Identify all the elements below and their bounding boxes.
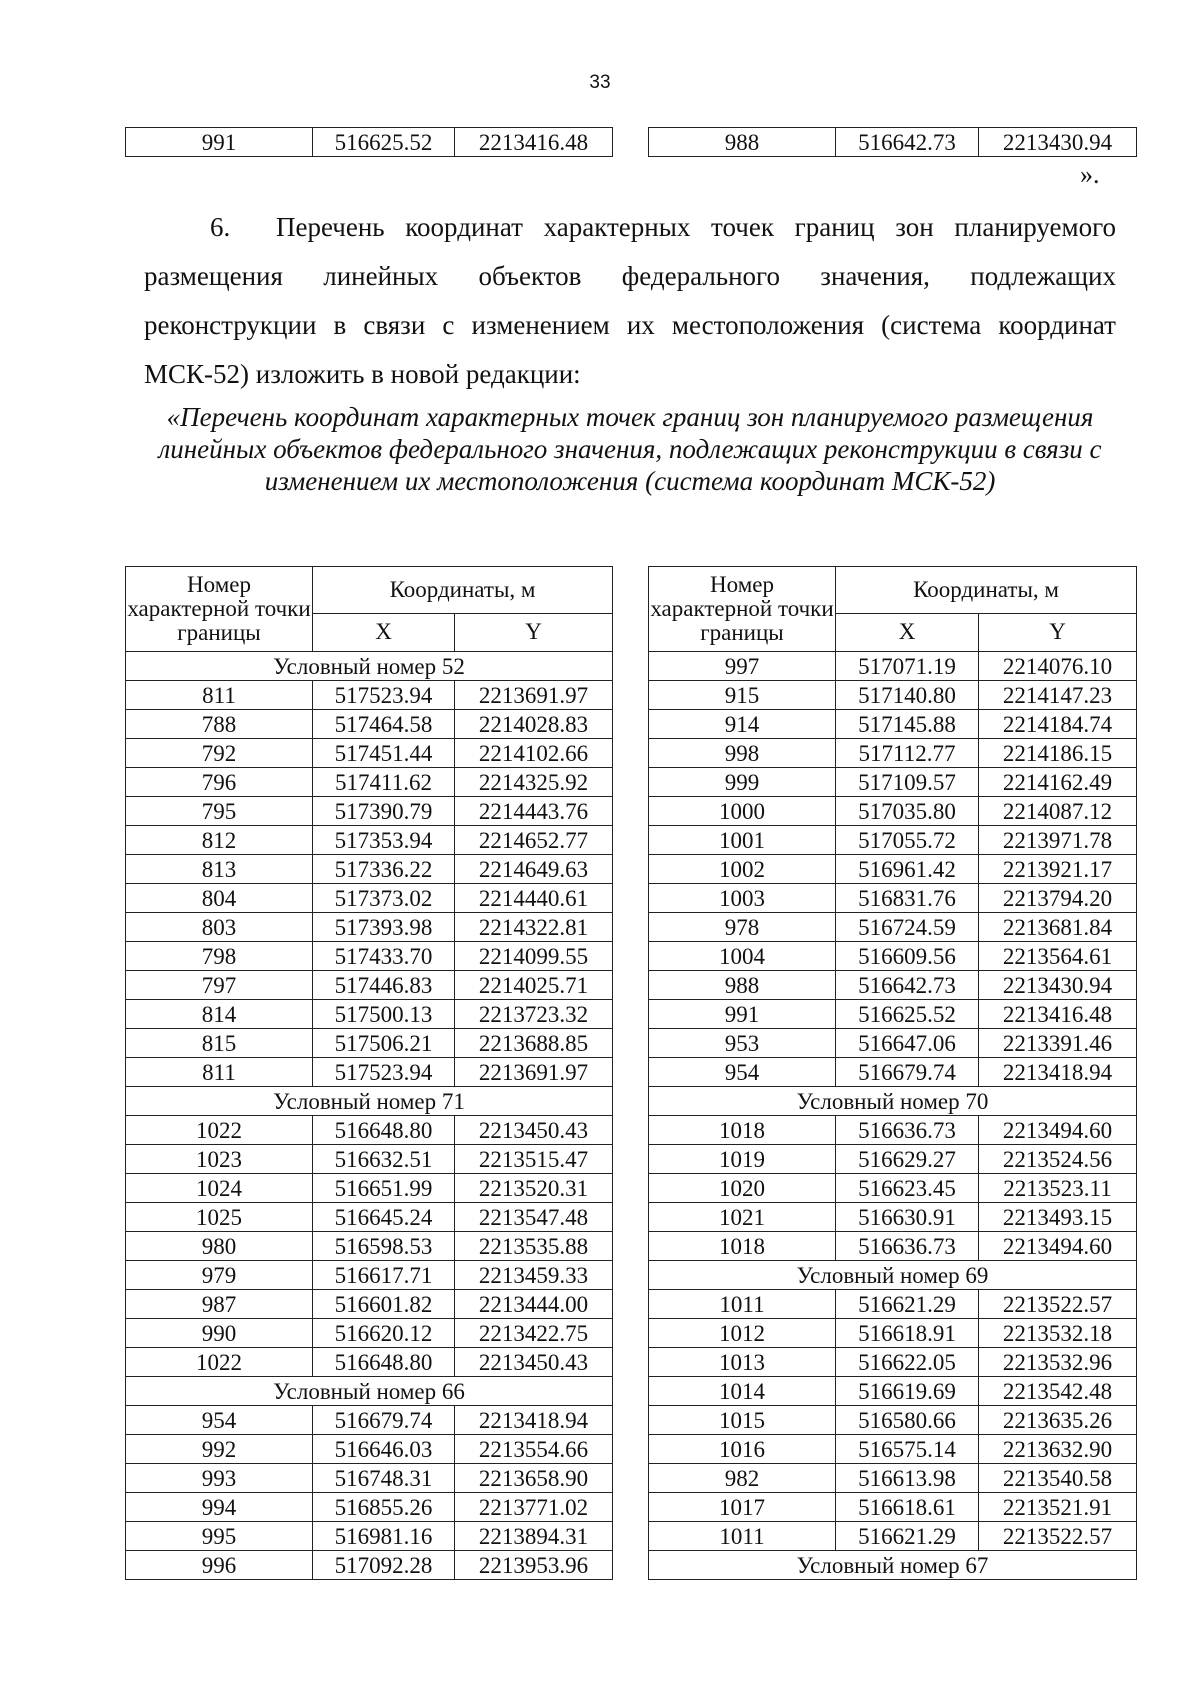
x-value: 516625.52 — [313, 128, 455, 157]
x-value: 517140.80 — [836, 681, 979, 710]
coordinates-table-left — [125, 566, 613, 1580]
y-value: 2213521.91 — [979, 1493, 1137, 1522]
x-value: 517109.57 — [836, 768, 979, 797]
point-number: 988 — [649, 971, 836, 1000]
x-value: 516679.74 — [836, 1058, 979, 1087]
table-row — [126, 1464, 613, 1493]
table-row — [126, 1116, 613, 1145]
y-value: 2213494.60 — [979, 1232, 1137, 1261]
point-number: 803 — [126, 913, 313, 942]
table-row — [649, 1493, 1137, 1522]
header-coordinates: Координаты, м — [313, 567, 613, 614]
x-value: 516642.73 — [836, 971, 979, 1000]
point-number: 991 — [649, 1000, 836, 1029]
table-row — [126, 1493, 613, 1522]
y-value: 2213564.61 — [979, 942, 1137, 971]
y-value: 2213971.78 — [979, 826, 1137, 855]
y-value: 2214186.15 — [979, 739, 1137, 768]
header-point-number: Номер характерной точки границы — [649, 567, 836, 652]
table-row — [649, 855, 1137, 884]
x-value: 517393.98 — [313, 913, 455, 942]
y-value: 2214025.71 — [455, 971, 613, 1000]
amendment-paragraph — [144, 203, 1116, 399]
table-row — [126, 1551, 613, 1580]
table-row — [126, 1000, 613, 1029]
x-value: 516625.52 — [836, 1000, 979, 1029]
point-number: 953 — [649, 1029, 836, 1058]
group-label: Условный номер 70 — [649, 1087, 1137, 1116]
group-row — [126, 1087, 613, 1116]
header-x: X — [836, 613, 979, 651]
point-number: 987 — [126, 1290, 313, 1319]
point-number: 1021 — [649, 1203, 836, 1232]
table-row — [126, 1348, 613, 1377]
point-number: 993 — [126, 1464, 313, 1493]
point-number: 991 — [126, 128, 313, 157]
x-value: 517446.83 — [313, 971, 455, 1000]
x-value: 517373.02 — [313, 884, 455, 913]
y-value: 2214102.66 — [455, 739, 613, 768]
y-value: 2214147.23 — [979, 681, 1137, 710]
point-number: 1020 — [649, 1174, 836, 1203]
table-row — [649, 710, 1137, 739]
point-number: 982 — [649, 1464, 836, 1493]
x-value: 516831.76 — [836, 884, 979, 913]
table-row — [126, 1522, 613, 1551]
point-number: 812 — [126, 826, 313, 855]
x-value: 517055.72 — [836, 826, 979, 855]
x-value: 517145.88 — [836, 710, 979, 739]
group-row — [126, 1377, 613, 1406]
point-number: 811 — [126, 1058, 313, 1087]
table-row — [126, 1261, 613, 1290]
y-value: 2214087.12 — [979, 797, 1137, 826]
group-row — [649, 1261, 1137, 1290]
y-value: 2213450.43 — [455, 1348, 613, 1377]
x-value: 516622.05 — [836, 1348, 979, 1377]
y-value: 2213794.20 — [979, 884, 1137, 913]
table-row — [649, 971, 1137, 1000]
table-row — [126, 797, 613, 826]
x-value: 516632.51 — [313, 1145, 455, 1174]
y-value: 2213921.17 — [979, 855, 1137, 884]
point-number: 980 — [126, 1232, 313, 1261]
y-value: 2213688.85 — [455, 1029, 613, 1058]
x-value: 516636.73 — [836, 1232, 979, 1261]
x-value: 516648.80 — [313, 1348, 455, 1377]
point-number: 1024 — [126, 1174, 313, 1203]
point-number: 1022 — [126, 1116, 313, 1145]
x-value: 516621.29 — [836, 1290, 979, 1319]
table-row — [126, 710, 613, 739]
y-value: 2213894.31 — [455, 1522, 613, 1551]
table-row — [649, 1000, 1137, 1029]
table-row — [649, 1348, 1137, 1377]
x-value: 516621.29 — [836, 1522, 979, 1551]
y-value: 2213771.02 — [455, 1493, 613, 1522]
point-number: 914 — [649, 710, 836, 739]
x-value: 516748.31 — [313, 1464, 455, 1493]
y-value: 2213554.66 — [455, 1435, 613, 1464]
x-value: 517071.19 — [836, 652, 979, 681]
y-value: 2214028.83 — [455, 710, 613, 739]
y-value: 2214440.61 — [455, 884, 613, 913]
point-number: 988 — [649, 128, 836, 157]
header-x: X — [313, 613, 455, 651]
header-point-number: Номер характерной точки границы — [126, 567, 313, 652]
point-number: 1003 — [649, 884, 836, 913]
x-value: 517523.94 — [313, 1058, 455, 1087]
point-number: 992 — [126, 1435, 313, 1464]
y-value: 2213459.33 — [455, 1261, 613, 1290]
point-number: 792 — [126, 739, 313, 768]
y-value: 2213632.90 — [979, 1435, 1137, 1464]
point-number: 1000 — [649, 797, 836, 826]
table-row — [126, 1029, 613, 1058]
point-number: 804 — [126, 884, 313, 913]
y-value: 2213540.58 — [979, 1464, 1137, 1493]
y-value: 2213681.84 — [979, 913, 1137, 942]
table-row — [126, 739, 613, 768]
point-number: 1022 — [126, 1348, 313, 1377]
point-number: 1025 — [126, 1203, 313, 1232]
table-row — [649, 826, 1137, 855]
x-value: 516961.42 — [836, 855, 979, 884]
group-row — [649, 1087, 1137, 1116]
table-row — [126, 1290, 613, 1319]
table-header-row — [649, 567, 1137, 614]
table-row — [126, 884, 613, 913]
table-row — [649, 1406, 1137, 1435]
y-value: 2213515.47 — [455, 1145, 613, 1174]
point-number: 1011 — [649, 1290, 836, 1319]
point-number: 915 — [649, 681, 836, 710]
y-value: 2213422.75 — [455, 1319, 613, 1348]
point-number: 995 — [126, 1522, 313, 1551]
y-value: 2213522.57 — [979, 1290, 1137, 1319]
table-row — [649, 1174, 1137, 1203]
point-number: 994 — [126, 1493, 313, 1522]
x-value: 516623.45 — [836, 1174, 979, 1203]
x-value: 516642.73 — [836, 128, 979, 157]
y-value: 2214443.76 — [455, 797, 613, 826]
point-number: 1012 — [649, 1319, 836, 1348]
coordinates-table-right — [648, 566, 1137, 1580]
table-row — [649, 913, 1137, 942]
y-value: 2213418.94 — [455, 1406, 613, 1435]
header-coordinates: Координаты, м — [836, 567, 1137, 614]
group-label: Условный номер 67 — [649, 1551, 1137, 1580]
table-row — [649, 1377, 1137, 1406]
y-value: 2213723.32 — [455, 1000, 613, 1029]
x-value: 517506.21 — [313, 1029, 455, 1058]
table-row — [126, 971, 613, 1000]
table-row — [126, 1058, 613, 1087]
y-value: 2213532.96 — [979, 1348, 1137, 1377]
x-value: 516648.80 — [313, 1116, 455, 1145]
point-number: 1017 — [649, 1493, 836, 1522]
x-value: 516620.12 — [313, 1319, 455, 1348]
y-value: 2213535.88 — [455, 1232, 613, 1261]
table-row — [126, 913, 613, 942]
point-number: 998 — [649, 739, 836, 768]
table-row — [649, 1464, 1137, 1493]
x-value: 517500.13 — [313, 1000, 455, 1029]
y-value: 2213494.60 — [979, 1116, 1137, 1145]
table-row — [126, 1319, 613, 1348]
x-value: 516609.56 — [836, 942, 979, 971]
table-row — [126, 1232, 613, 1261]
y-value: 2213430.94 — [979, 128, 1137, 157]
point-number: 1004 — [649, 942, 836, 971]
point-number: 1011 — [649, 1522, 836, 1551]
y-value: 2213523.11 — [979, 1174, 1137, 1203]
point-number: 979 — [126, 1261, 313, 1290]
point-number: 1013 — [649, 1348, 836, 1377]
point-number: 1018 — [649, 1232, 836, 1261]
y-value: 2214099.55 — [455, 942, 613, 971]
x-value: 516613.98 — [836, 1464, 979, 1493]
y-value: 2214649.63 — [455, 855, 613, 884]
x-value: 516645.24 — [313, 1203, 455, 1232]
x-value: 517433.70 — [313, 942, 455, 971]
y-value: 2213430.94 — [979, 971, 1137, 1000]
point-number: 1018 — [649, 1116, 836, 1145]
table-row — [649, 1232, 1137, 1261]
paragraph-text: Перечень координат характерных точек границ зон планируемого размещения линейных объектов федерального значения, подлежащих реконструкции в связи с изменением их местоположения (система координат МСК-52) изложить в новой редакции: — [144, 212, 1116, 389]
point-number: 797 — [126, 971, 313, 1000]
y-value: 2213953.96 — [455, 1551, 613, 1580]
point-number: 954 — [126, 1406, 313, 1435]
point-number: 813 — [126, 855, 313, 884]
table-row — [649, 1145, 1137, 1174]
group-label: Условный номер 66 — [126, 1377, 613, 1406]
x-value: 516981.16 — [313, 1522, 455, 1551]
x-value: 516647.06 — [836, 1029, 979, 1058]
table-row — [649, 1116, 1137, 1145]
table-row — [649, 1203, 1137, 1232]
x-value: 516724.59 — [836, 913, 979, 942]
x-value: 516629.27 — [836, 1145, 979, 1174]
point-number: 1014 — [649, 1377, 836, 1406]
y-value: 2213391.46 — [979, 1029, 1137, 1058]
y-value: 2213532.18 — [979, 1319, 1137, 1348]
table-row — [126, 768, 613, 797]
paragraph-number: 6. — [210, 212, 231, 242]
table-row — [126, 1174, 613, 1203]
table-row — [649, 768, 1137, 797]
point-number: 1002 — [649, 855, 836, 884]
group-row — [126, 652, 613, 681]
table-row — [126, 1435, 613, 1464]
table-row — [126, 855, 613, 884]
point-number: 788 — [126, 710, 313, 739]
y-value: 2214184.74 — [979, 710, 1137, 739]
x-value: 516601.82 — [313, 1290, 455, 1319]
x-value: 516636.73 — [836, 1116, 979, 1145]
x-value: 516617.71 — [313, 1261, 455, 1290]
point-number: 1015 — [649, 1406, 836, 1435]
x-value: 517451.44 — [313, 739, 455, 768]
table-row — [649, 1319, 1137, 1348]
x-value: 517523.94 — [313, 681, 455, 710]
point-number: 1016 — [649, 1435, 836, 1464]
y-value: 2213691.97 — [455, 681, 613, 710]
x-value: 517464.58 — [313, 710, 455, 739]
point-number: 999 — [649, 768, 836, 797]
x-value: 516630.91 — [836, 1203, 979, 1232]
table-row — [649, 652, 1137, 681]
point-number: 815 — [126, 1029, 313, 1058]
x-value: 517390.79 — [313, 797, 455, 826]
y-value: 2214652.77 — [455, 826, 613, 855]
point-number: 795 — [126, 797, 313, 826]
table-row — [126, 681, 613, 710]
table-row — [126, 1406, 613, 1435]
point-number: 997 — [649, 652, 836, 681]
y-value: 2213493.15 — [979, 1203, 1137, 1232]
y-value: 2213522.57 — [979, 1522, 1137, 1551]
x-value: 517353.94 — [313, 826, 455, 855]
x-value: 517035.80 — [836, 797, 979, 826]
x-value: 516619.69 — [836, 1377, 979, 1406]
point-number: 978 — [649, 913, 836, 942]
table-row — [649, 1522, 1137, 1551]
x-value: 517336.22 — [313, 855, 455, 884]
x-value: 516618.61 — [836, 1493, 979, 1522]
x-value: 516855.26 — [313, 1493, 455, 1522]
y-value: 2213418.94 — [979, 1058, 1137, 1087]
point-number: 1023 — [126, 1145, 313, 1174]
header-y: Y — [979, 613, 1137, 651]
group-label: Условный номер 71 — [126, 1087, 613, 1116]
table-row — [126, 1145, 613, 1174]
table-row — [649, 884, 1137, 913]
table-row — [649, 1435, 1137, 1464]
x-value: 516575.14 — [836, 1435, 979, 1464]
table-row — [126, 826, 613, 855]
point-number: 814 — [126, 1000, 313, 1029]
point-number: 811 — [126, 681, 313, 710]
y-value: 2213658.90 — [455, 1464, 613, 1493]
y-value: 2213520.31 — [455, 1174, 613, 1203]
page-number: 33 — [589, 72, 611, 93]
table-row — [126, 942, 613, 971]
table-row — [649, 797, 1137, 826]
point-number: 798 — [126, 942, 313, 971]
y-value: 2214325.92 — [455, 768, 613, 797]
table-row — [649, 942, 1137, 971]
prev-table-right — [648, 127, 1137, 157]
x-value: 517092.28 — [313, 1551, 455, 1580]
x-value: 516598.53 — [313, 1232, 455, 1261]
table-row — [649, 1290, 1137, 1319]
x-value: 516618.91 — [836, 1319, 979, 1348]
table-row — [649, 1058, 1137, 1087]
x-value: 516651.99 — [313, 1174, 455, 1203]
table-header-row — [126, 567, 613, 614]
y-value: 2214076.10 — [979, 652, 1137, 681]
header-y: Y — [455, 613, 613, 651]
table-row — [126, 1203, 613, 1232]
x-value: 516679.74 — [313, 1406, 455, 1435]
table-row — [649, 739, 1137, 768]
table-title: «Перечень координат характерных точек границ зон планируемого размещения линейных объектов федерального значения, подлежащих реконструкции в связи с изменением их местоположения (система координат МСК-52) — [158, 402, 1102, 496]
point-number: 996 — [126, 1551, 313, 1580]
y-value: 2213416.48 — [455, 128, 613, 157]
point-number: 1001 — [649, 826, 836, 855]
y-value: 2213635.26 — [979, 1406, 1137, 1435]
point-number: 990 — [126, 1319, 313, 1348]
y-value: 2214162.49 — [979, 768, 1137, 797]
y-value: 2213547.48 — [455, 1203, 613, 1232]
y-value: 2213691.97 — [455, 1058, 613, 1087]
y-value: 2213444.00 — [455, 1290, 613, 1319]
prev-table-left — [125, 127, 613, 157]
table-row — [649, 128, 1137, 157]
y-value: 2213416.48 — [979, 1000, 1137, 1029]
table-row — [649, 681, 1137, 710]
closing-quote: ». — [1080, 160, 1100, 189]
table-row — [649, 1029, 1137, 1058]
group-label: Условный номер 69 — [649, 1261, 1137, 1290]
group-row — [649, 1551, 1137, 1580]
x-value: 517112.77 — [836, 739, 979, 768]
group-label: Условный номер 52 — [126, 652, 613, 681]
y-value: 2213542.48 — [979, 1377, 1137, 1406]
point-number: 1019 — [649, 1145, 836, 1174]
x-value: 517411.62 — [313, 768, 455, 797]
table-row — [126, 128, 613, 157]
y-value: 2213450.43 — [455, 1116, 613, 1145]
x-value: 516646.03 — [313, 1435, 455, 1464]
y-value: 2214322.81 — [455, 913, 613, 942]
x-value: 516580.66 — [836, 1406, 979, 1435]
point-number: 796 — [126, 768, 313, 797]
point-number: 954 — [649, 1058, 836, 1087]
y-value: 2213524.56 — [979, 1145, 1137, 1174]
